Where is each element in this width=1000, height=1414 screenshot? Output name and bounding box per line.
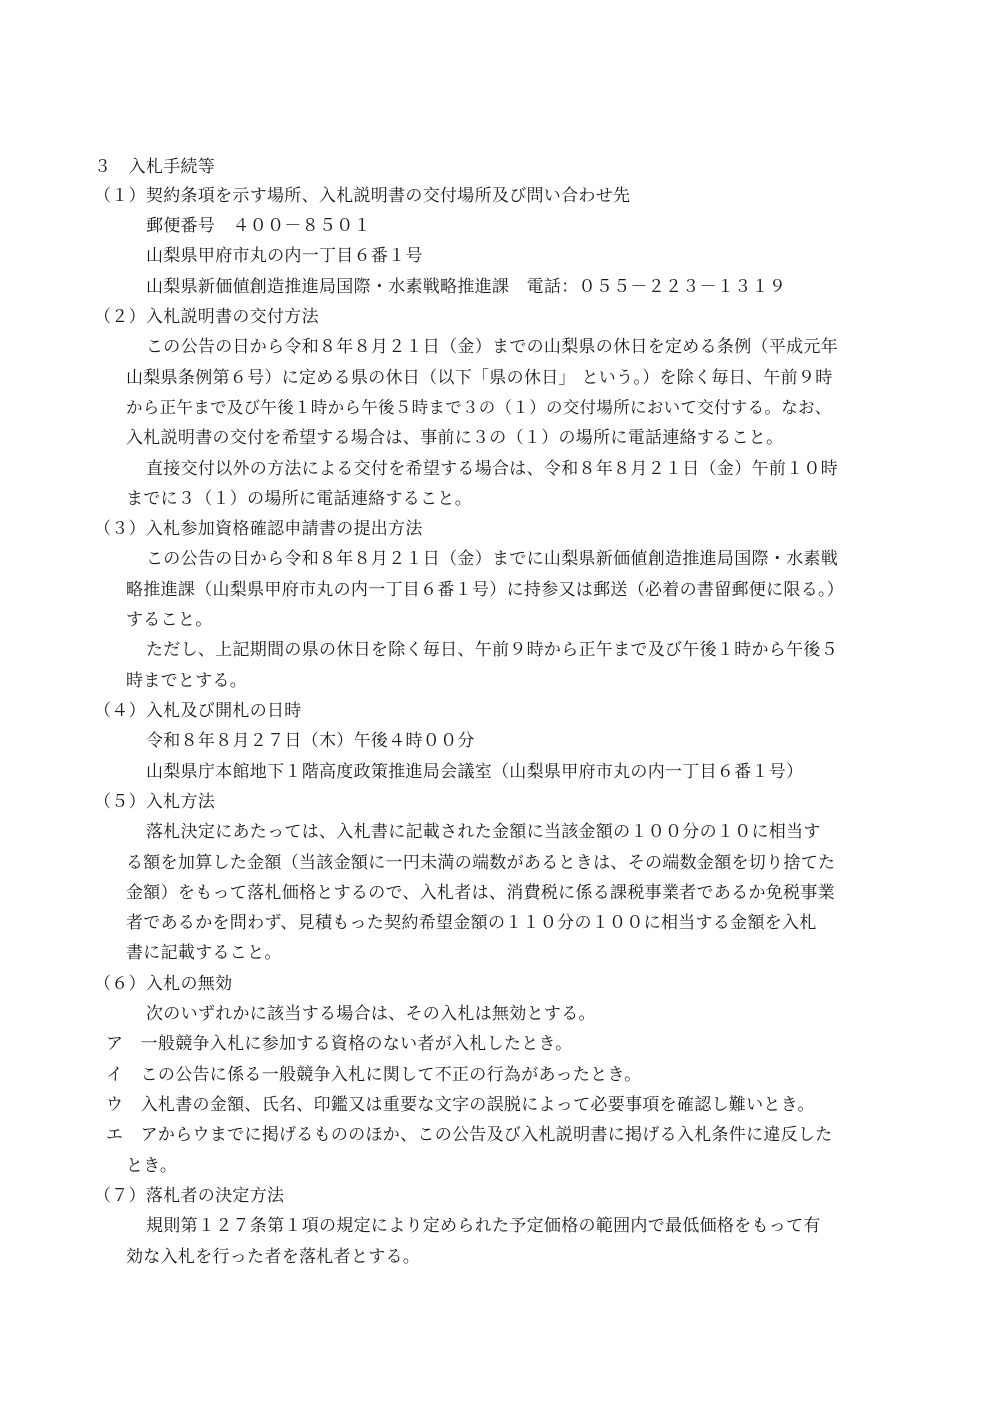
s4-datetime: 令和８年８月２７日（木）午後４時００分	[146, 731, 475, 751]
s3-p1-line: 略推進課（山梨県甲府市丸の内一丁目６番１号）に持参又は郵送（必着の書留郵便に限る。）	[126, 580, 845, 600]
s2-p2-line: 直接交付以外の方法による交付を希望する場合は、令和８年８月２１日（金）午前１０時	[146, 459, 838, 479]
s3-p2-line: 時までとする。	[126, 671, 248, 691]
s5-heading: （５）入札方法	[94, 792, 216, 812]
s1-contact: 山梨県新価値創造推進局国際・水素戦略推進課 電話：０５５－２２３－１３１９	[146, 277, 787, 297]
s6-heading: （６）入札の無効	[94, 974, 233, 994]
s1-heading: （１）契約条項を示す場所、入札説明書の交付場所及び問い合わせ先	[94, 186, 631, 206]
s4-heading: （４）入札及び開札の日時	[94, 701, 302, 721]
s7-p1-line: 規則第１２７条第１項の規定により定められた予定価格の範囲内で最低価格をもって有	[146, 1216, 821, 1236]
s5-p1-line: 者であるかを問わず、見積もった契約希望金額の１１０分の１００に相当する金額を入札	[126, 913, 817, 933]
s5-p1-line: 金額）をもって落札価格とするので、入札者は、消費税に係る課税事業者であるか免税事業	[126, 883, 835, 903]
s6-item-i: イ この公告に係る一般競争入札に関して不正の行為があったとき。	[106, 1065, 642, 1085]
s5-p1-line: 書に記載すること。	[126, 943, 282, 963]
s1-address: 山梨県甲府市丸の内一丁目６番１号	[146, 246, 423, 266]
s3-p1-line: すること。	[126, 610, 213, 630]
s6-intro: 次のいずれかに該当する場合は、その入札は無効とする。	[146, 1004, 596, 1024]
s2-p1-line: から正午まで及び午後１時から午後５時まで３の（１）の交付場所において交付する。なお、	[126, 398, 832, 417]
s2-p1-line: この公告の日から令和８年８月２１日（金）までの山梨県の休日を定める条例（平成元年	[146, 337, 838, 357]
s6-item-a: ア 一般競争入札に参加する資格のない者が入札したとき。	[106, 1034, 573, 1054]
s4-place: 山梨県庁本館地下１階高度政策推進局会議室（山梨県甲府市丸の内一丁目６番１号）	[146, 762, 804, 782]
s2-p1-line: 入札説明書の交付を希望する場合は、事前に３の（１）の場所に電話連絡すること。	[126, 428, 784, 448]
s6-item-e-line: エ アからウまでに掲げるもののほか、この公告及び入札説明書に掲げる入札条件に違反した	[106, 1125, 833, 1145]
s1-postal: 郵便番号 ４００－８５０１	[146, 216, 371, 236]
section-heading: ３ 入札手続等	[94, 157, 216, 177]
s5-p1-line: 落札決定にあたっては、入札書に記載された金額に当該金額の１００分の１０に相当す	[146, 822, 821, 842]
s3-p2-line: ただし、上記期間の県の休日を除く毎日、午前９時から正午まで及び午後１時から午後５	[146, 640, 838, 660]
s7-p1-line: 効な入札を行った者を落札者とする。	[126, 1247, 421, 1267]
s6-item-u: ウ 入札書の金額、氏名、印鑑又は重要な文字の誤脱によって必要事項を確認し難いとき。	[106, 1095, 815, 1115]
s7-heading: （７）落札者の決定方法	[94, 1186, 285, 1206]
s2-p2-line: までに３（１）の場所に電話連絡すること。	[126, 489, 472, 509]
s3-p1-line: この公告の日から令和８年８月２１日（金）までに山梨県新価値創造推進局国際・水素戦	[146, 549, 838, 569]
s3-heading: （３）入札参加資格確認申請書の提出方法	[94, 519, 423, 539]
s5-p1-line: る額を加算した金額（当該金額に一円未満の端数があるときは、その端数金額を切り捨てた	[126, 853, 836, 873]
s6-item-e-line: とき。	[126, 1156, 178, 1176]
s2-heading: （２）入札説明書の交付方法	[94, 307, 319, 327]
s2-p1-line: 山梨県条例第６号）に定める県の休日（以下「県の休日」 という。）を除く毎日、午前９時	[126, 368, 833, 388]
